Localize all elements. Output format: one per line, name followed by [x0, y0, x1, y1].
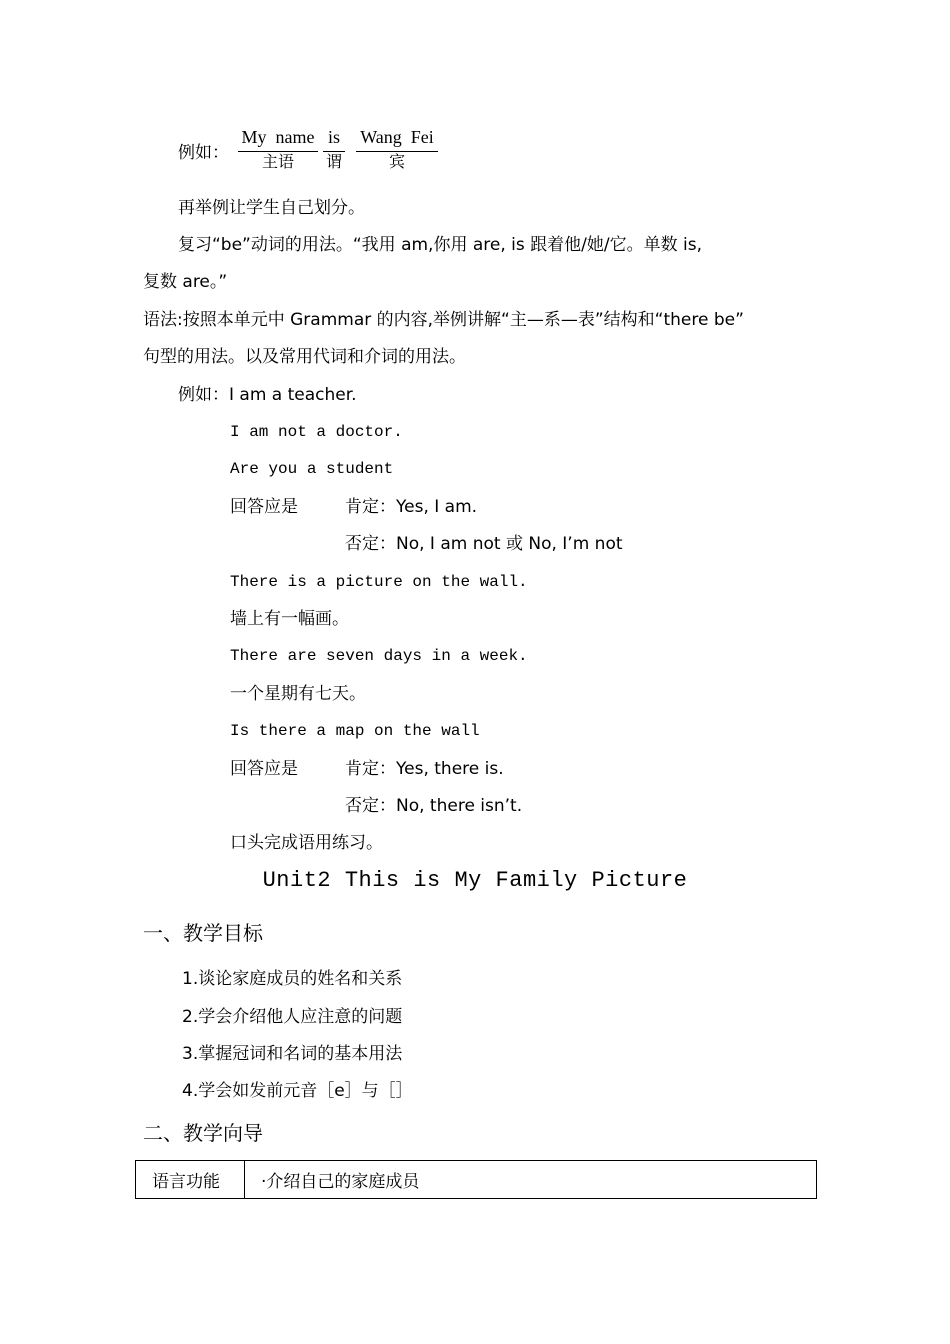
- segment-object: [356, 125, 438, 172]
- list-item: 4.学会如发前元音［e］与［］: [182, 1081, 413, 1101]
- translation-line: 一个星期有七天。: [230, 684, 366, 704]
- answer-label: 回答应是: [230, 759, 298, 779]
- example-line: I am not a doctor.: [230, 423, 403, 441]
- segment-role: 宾: [388, 152, 405, 171]
- example-line: Are you a student: [230, 460, 394, 478]
- paragraph-line: 句型的用法。以及常用代词和介词的用法。: [143, 347, 466, 367]
- segment-role: 主语: [261, 152, 294, 171]
- paragraph-line: 语法:按照本单元中 Grammar 的内容,举例讲解“主—系—表”结构和“there be”: [143, 310, 744, 330]
- answer-positive: 肯定：Yes, I am.: [345, 497, 478, 517]
- paragraph-line: 复数 are。”: [143, 272, 228, 292]
- segment-word: Wang Fei: [360, 127, 434, 147]
- unit-title: Unit2 This is My Family Picture: [262, 868, 688, 893]
- example-line: Is there a map on the wall: [230, 722, 480, 740]
- segment-word: My name: [241, 127, 315, 147]
- example-line: 例如：I am a teacher.: [178, 385, 357, 405]
- table-cell-label: 语言功能: [136, 1161, 245, 1199]
- segment-verb: [323, 125, 345, 172]
- answer-negative: 否定：No, there isn’t.: [345, 796, 523, 816]
- list-item: 3.掌握冠词和名词的基本用法: [182, 1044, 403, 1064]
- translation-line: 墙上有一幅画。: [230, 609, 349, 629]
- example-label: 例如：: [178, 143, 229, 163]
- answer-positive: 肯定：Yes, there is.: [345, 759, 504, 779]
- answer-label: 回答应是: [230, 497, 298, 517]
- guide-table: [135, 1160, 817, 1199]
- section-heading: 一、教学目标: [143, 921, 263, 945]
- example-line: There is a picture on the wall.: [230, 573, 528, 591]
- paragraph-line: 口头完成语用练习。: [230, 833, 383, 853]
- table-row: [136, 1161, 817, 1199]
- segment-subject: [238, 125, 318, 172]
- segment-word: is: [327, 127, 340, 147]
- answer-negative: 否定：No, I am not 或 No, I’m not: [345, 534, 623, 554]
- paragraph-line: 再举例让学生自己划分。: [178, 198, 365, 218]
- list-item: 2.学会介绍他人应注意的问题: [182, 1007, 403, 1027]
- example-line: There are seven days in a week.: [230, 647, 528, 665]
- list-item: 1.谈论家庭成员的姓名和关系: [182, 969, 403, 989]
- segment-role: 谓: [325, 152, 342, 171]
- paragraph-line: 复习“be”动词的用法。“我用 am,你用 are, is 跟着他/她/它。单数 is,: [178, 235, 702, 255]
- table-cell-value: ·介绍自己的家庭成员: [245, 1161, 817, 1199]
- section-heading: 二、教学向导: [143, 1121, 263, 1145]
